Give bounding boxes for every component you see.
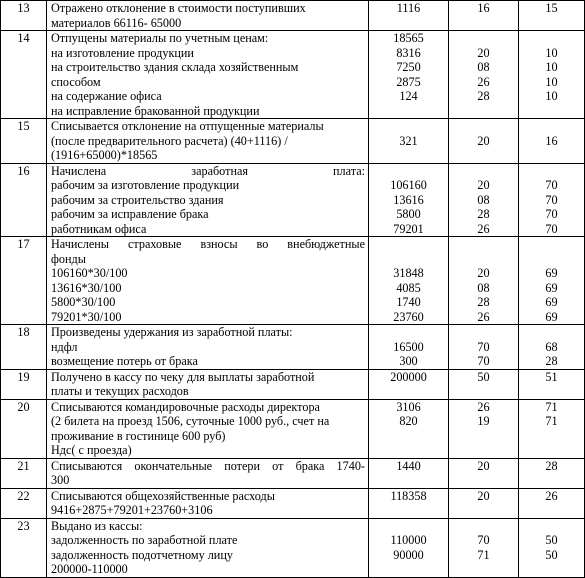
debit-account: 70 bbox=[477, 354, 490, 368]
credit-account bbox=[522, 252, 581, 267]
credit-account: 71 bbox=[545, 414, 558, 428]
debit-account bbox=[452, 164, 515, 179]
amount bbox=[372, 119, 445, 134]
debit-account: 20 bbox=[477, 488, 490, 503]
description-cell bbox=[47, 399, 369, 458]
credit-account-cell bbox=[519, 237, 585, 325]
credit-account bbox=[522, 519, 581, 534]
credit-account: 70 bbox=[545, 178, 558, 192]
description-line: Отпущены материалы по учетным ценам: bbox=[51, 31, 269, 45]
debit-account bbox=[452, 519, 515, 534]
debit-account: 71 bbox=[477, 547, 490, 562]
amount-cell bbox=[369, 369, 449, 399]
entry-number-cell bbox=[1, 399, 47, 458]
amount: 13616 bbox=[393, 192, 424, 207]
description-cell bbox=[47, 237, 369, 325]
description-line: 9416+2875+79201+23760+3106 bbox=[51, 503, 213, 517]
amount: 1440 bbox=[396, 458, 421, 473]
entry-number-cell bbox=[1, 369, 47, 399]
entry-number: 19 bbox=[17, 369, 30, 384]
amount bbox=[372, 519, 445, 534]
description-line: Получено в кассу по чеку для выплаты заработной bbox=[51, 369, 315, 384]
table-row bbox=[1, 325, 585, 370]
amount: 1116 bbox=[396, 1, 421, 15]
amount-cell bbox=[369, 31, 449, 119]
description-cell bbox=[47, 31, 369, 119]
debit-account-cell bbox=[449, 488, 519, 518]
debit-account: 26 bbox=[477, 74, 490, 89]
description-line: возмещение потерь от брака bbox=[51, 354, 198, 368]
debit-account bbox=[452, 252, 515, 267]
debit-account: 08 bbox=[477, 192, 490, 207]
entry-number-cell bbox=[1, 237, 47, 325]
amount-cell bbox=[369, 518, 449, 577]
table-row bbox=[1, 369, 585, 399]
credit-account bbox=[522, 237, 581, 252]
debit-account-cell bbox=[449, 119, 519, 164]
description-line: способом bbox=[51, 74, 101, 89]
entry-number: 23 bbox=[17, 518, 30, 533]
credit-account: 10 bbox=[545, 45, 558, 60]
debit-account bbox=[452, 325, 515, 340]
entry-number-cell bbox=[1, 325, 47, 370]
description-line: (после предварительного расчета) (40+1116) / bbox=[51, 133, 288, 148]
amount-cell bbox=[369, 399, 449, 458]
entry-number-cell bbox=[1, 119, 47, 164]
credit-account bbox=[522, 31, 581, 46]
description-cell bbox=[47, 369, 369, 399]
entry-number-cell bbox=[1, 458, 47, 488]
description-line: Начислены страховые взносы во внебюджетные bbox=[51, 237, 365, 251]
amount bbox=[372, 237, 445, 252]
description-line: Списываются командировочные расходы директора bbox=[51, 399, 320, 414]
debit-account-cell bbox=[449, 163, 519, 237]
credit-account: 69 bbox=[545, 280, 558, 295]
description-line: 106160*30/100 bbox=[51, 266, 128, 280]
credit-account: 69 bbox=[545, 295, 558, 309]
credit-account-cell bbox=[519, 369, 585, 399]
amount: 321 bbox=[399, 133, 418, 148]
entry-number-cell bbox=[1, 1, 47, 31]
credit-account-cell bbox=[519, 399, 585, 458]
credit-account: 26 bbox=[545, 488, 558, 503]
description-line: 79201*30/100 bbox=[51, 309, 122, 324]
table-row bbox=[1, 1, 585, 31]
debit-account: 20 bbox=[477, 45, 490, 60]
table-row bbox=[1, 31, 585, 119]
description-line: Списываются окончательные потери от брака 1740- bbox=[51, 458, 365, 473]
amount: 4085 bbox=[396, 280, 421, 295]
table-row bbox=[1, 237, 585, 325]
amount: 7250 bbox=[396, 60, 421, 74]
credit-account: 71 bbox=[545, 399, 558, 414]
entry-number: 22 bbox=[17, 488, 30, 503]
table-row bbox=[1, 488, 585, 518]
debit-account bbox=[452, 237, 515, 252]
description-line: на изготовление продукции bbox=[51, 45, 194, 60]
credit-account: 10 bbox=[545, 89, 558, 103]
entry-number: 21 bbox=[17, 458, 30, 473]
debit-account: 50 bbox=[477, 369, 490, 384]
debit-account: 26 bbox=[477, 399, 490, 414]
amount: 110000 bbox=[390, 533, 427, 547]
debit-account-cell bbox=[449, 325, 519, 370]
description-line: Начислена заработная плата: bbox=[51, 163, 365, 178]
credit-account: 28 bbox=[545, 354, 558, 368]
amount-cell bbox=[369, 488, 449, 518]
credit-account: 68 bbox=[545, 339, 558, 354]
description-line: 5800*30/100 bbox=[51, 295, 116, 309]
description-line: проживание в гостинице 600 руб) bbox=[51, 428, 226, 443]
debit-account: 08 bbox=[477, 280, 490, 295]
debit-account: 20 bbox=[477, 266, 490, 280]
entry-number-cell bbox=[1, 163, 47, 237]
debit-account: 28 bbox=[477, 207, 490, 221]
debit-account-cell bbox=[449, 399, 519, 458]
description-line: на строительство здания склада хозяйственным bbox=[51, 60, 299, 74]
debit-account-cell bbox=[449, 369, 519, 399]
entry-number-cell bbox=[1, 488, 47, 518]
amount-cell bbox=[369, 458, 449, 488]
description-cell bbox=[47, 1, 369, 31]
description-line: Списываются общехозяйственные расходы bbox=[51, 488, 275, 503]
amount: 124 bbox=[399, 89, 418, 103]
debit-account: 20 bbox=[477, 133, 490, 148]
amount: 2875 bbox=[396, 74, 421, 89]
description-line: рабочим за изготовление продукции bbox=[51, 178, 240, 192]
credit-account: 15 bbox=[545, 1, 558, 15]
debit-account bbox=[452, 31, 515, 46]
description-cell bbox=[47, 119, 369, 164]
description-line: задолженность по заработной плате bbox=[51, 533, 238, 547]
entry-number: 15 bbox=[17, 119, 30, 133]
description-line: 200000-110000 bbox=[51, 562, 128, 576]
description-cell bbox=[47, 518, 369, 577]
credit-account-cell bbox=[519, 518, 585, 577]
credit-account-cell bbox=[519, 119, 585, 164]
table-row bbox=[1, 399, 585, 458]
debit-account bbox=[452, 119, 515, 134]
description-line: 300 bbox=[51, 473, 70, 487]
amount: 31848 bbox=[393, 266, 424, 280]
credit-account: 50 bbox=[545, 547, 558, 562]
debit-account: 20 bbox=[477, 458, 490, 473]
description-line: Ндс( с проезда) bbox=[51, 443, 132, 457]
debit-account: 16 bbox=[477, 1, 490, 15]
amount: 820 bbox=[399, 414, 418, 428]
amount-cell bbox=[369, 1, 449, 31]
amount: 5800 bbox=[396, 207, 421, 221]
debit-account: 28 bbox=[477, 89, 490, 103]
amount bbox=[372, 252, 445, 267]
description-line: на содержание офиса bbox=[51, 89, 162, 103]
amount: 8316 bbox=[396, 45, 421, 60]
amount-cell bbox=[369, 325, 449, 370]
description-line: платы и текущих расходов bbox=[51, 384, 189, 398]
description-line: работникам офиса bbox=[51, 221, 147, 236]
description-cell bbox=[47, 325, 369, 370]
credit-account: 50 bbox=[545, 533, 558, 547]
credit-account bbox=[522, 164, 581, 179]
description-line: Выдано из кассы: bbox=[51, 518, 143, 533]
journal-body bbox=[1, 1, 585, 578]
debit-account: 20 bbox=[477, 178, 490, 192]
entry-number: 14 bbox=[17, 31, 30, 45]
description-line: на исправление бракованной продукции bbox=[51, 103, 260, 118]
description-line: ндфл bbox=[51, 339, 78, 354]
amount: 200000 bbox=[390, 369, 427, 384]
amount bbox=[372, 325, 445, 340]
credit-account: 10 bbox=[545, 60, 558, 74]
credit-account: 10 bbox=[545, 74, 558, 89]
amount: 16500 bbox=[393, 339, 424, 354]
description-line: фонды bbox=[51, 251, 86, 266]
debit-account: 70 bbox=[477, 533, 490, 547]
description-line: (1916+65000)*18565 bbox=[51, 148, 158, 162]
credit-account-cell bbox=[519, 1, 585, 31]
amount: 300 bbox=[399, 354, 418, 368]
description-line: рабочим за строительство здания bbox=[51, 192, 224, 207]
debit-account: 28 bbox=[477, 295, 490, 309]
table-row bbox=[1, 119, 585, 164]
credit-account: 70 bbox=[545, 207, 558, 221]
amount-cell bbox=[369, 163, 449, 237]
credit-account: 69 bbox=[545, 309, 558, 324]
description-line: рабочим за исправление брака bbox=[51, 207, 209, 221]
debit-account-cell bbox=[449, 237, 519, 325]
credit-account-cell bbox=[519, 163, 585, 237]
debit-account: 70 bbox=[477, 339, 490, 354]
debit-account-cell bbox=[449, 518, 519, 577]
debit-account: 08 bbox=[477, 60, 490, 74]
credit-account: 28 bbox=[545, 458, 558, 473]
credit-account-cell bbox=[519, 325, 585, 370]
amount: 106160 bbox=[390, 178, 427, 192]
debit-account-cell bbox=[449, 31, 519, 119]
description-cell bbox=[47, 488, 369, 518]
description-cell bbox=[47, 458, 369, 488]
entry-number: 13 bbox=[17, 1, 30, 15]
amount-cell bbox=[369, 119, 449, 164]
amount bbox=[372, 164, 445, 179]
table-row bbox=[1, 163, 585, 237]
credit-account: 16 bbox=[545, 133, 558, 148]
entry-number: 18 bbox=[17, 325, 30, 339]
description-line: 13616*30/100 bbox=[51, 280, 122, 295]
entry-number: 20 bbox=[17, 399, 30, 414]
amount: 18565 bbox=[393, 31, 424, 45]
debit-account-cell bbox=[449, 1, 519, 31]
description-line: Отражено отклонение в стоимости поступивших bbox=[51, 1, 306, 15]
description-line: Произведены удержания из заработной платы: bbox=[51, 325, 293, 339]
debit-account: 26 bbox=[477, 309, 490, 324]
table-row bbox=[1, 458, 585, 488]
credit-account-cell bbox=[519, 458, 585, 488]
amount: 1740 bbox=[396, 295, 421, 309]
entry-number-cell bbox=[1, 31, 47, 119]
amount: 23760 bbox=[393, 309, 424, 324]
amount-cell bbox=[369, 237, 449, 325]
credit-account-cell bbox=[519, 31, 585, 119]
amount: 118358 bbox=[390, 488, 427, 503]
debit-account: 26 bbox=[477, 221, 490, 236]
description-line: материалов 66116- 65000 bbox=[51, 15, 182, 30]
credit-account: 69 bbox=[545, 266, 558, 280]
credit-account: 70 bbox=[545, 192, 558, 207]
amount: 90000 bbox=[393, 547, 424, 562]
credit-account bbox=[522, 325, 581, 340]
entry-number-cell bbox=[1, 518, 47, 577]
amount: 79201 bbox=[393, 221, 424, 236]
entry-number: 17 bbox=[17, 237, 30, 251]
description-line: задолженность подотчетному лицу bbox=[51, 547, 233, 562]
debit-account-cell bbox=[449, 458, 519, 488]
entry-number: 16 bbox=[17, 163, 30, 178]
credit-account: 51 bbox=[545, 369, 558, 384]
credit-account-cell bbox=[519, 488, 585, 518]
debit-account: 19 bbox=[477, 414, 490, 428]
description-line: Списывается отклонение на отпущенные материалы bbox=[51, 119, 324, 133]
description-cell bbox=[47, 163, 369, 237]
amount: 3106 bbox=[396, 399, 421, 414]
credit-account: 70 bbox=[545, 221, 558, 236]
table-row bbox=[1, 518, 585, 577]
credit-account bbox=[522, 119, 581, 134]
description-line: (2 билета на проезд 1506, суточные 1000 руб., счет на bbox=[51, 414, 330, 428]
